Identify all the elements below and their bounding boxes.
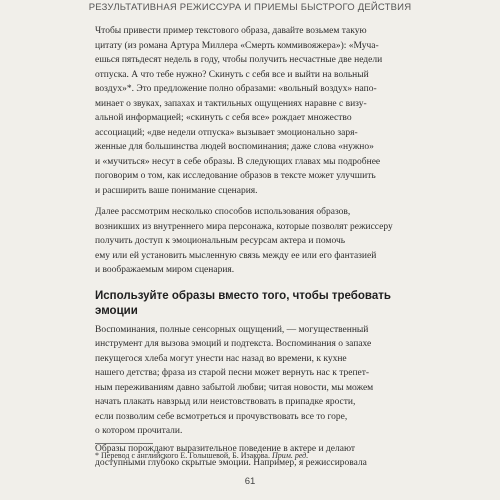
text-line: о котором прочитали. xyxy=(95,426,183,436)
text-line: начать плакать навзрыд или неистовствовать в припадке ярости, xyxy=(95,397,356,407)
text-line: и «мучиться» несут в себе образы. В следующих главах мы подробнее xyxy=(95,156,381,167)
text-line: получить доступ к эмоциональным ресурсам актера и помочь xyxy=(95,236,346,246)
text-line: возникших из внутреннего мира персонажа, которые позволят режиссеру xyxy=(95,221,393,232)
page-number: 61 xyxy=(244,476,256,487)
heading-line: эмоции xyxy=(95,304,138,317)
text-line: ассоциаций; «две недели отпуска» вызывает эмоционально заря- xyxy=(95,127,358,138)
footnote-text: * Перевод с английского Е. Голышевой, Б. Изакова. xyxy=(95,451,270,460)
text-line: Далее рассмотрим несколько способов использования образов, xyxy=(95,207,351,217)
text-line: отпуска. А что тебе нужно? Скинуть с себя все и выйти на вольный xyxy=(95,69,369,80)
text-line: если позволим себе всмотреться и прочувствовать все то горе, xyxy=(95,411,348,422)
text-line: нашего детства; фраза из старой песни может вернуть нас к трепет- xyxy=(95,368,370,378)
paragraph-2 xyxy=(95,205,408,278)
text-line: минает о звуках, запахах и тактильных ощущениях наравне с визу- xyxy=(95,98,367,109)
text-line: и расширить ваше понимание сценария. xyxy=(95,185,258,196)
text-line: Чтобы привести пример текстового образа, давайте возьмем такую xyxy=(95,26,367,36)
paragraph-3 xyxy=(95,323,408,439)
footnote-editor-note: Прим. ред. xyxy=(271,451,309,460)
text-line: Воспоминания, полные сенсорных ощущений, — могущественный xyxy=(95,324,369,335)
text-line: ным переживаниям давно забытой любви; читая новости, мы можем xyxy=(95,382,374,393)
footnote-rule xyxy=(95,443,153,444)
text-line: альной информацией; «скинуть с себя все» рождает множество xyxy=(95,113,352,123)
text-line: Образы порождают выразительное поведение в актере и делают xyxy=(95,443,356,454)
text-line: доступными глубоко скрытые эмоции. Например, я режиссировала xyxy=(95,458,367,468)
text-line: пекущегося хлеба могут унести нас назад во времени, к кухне xyxy=(95,353,347,364)
paragraph-1 xyxy=(95,24,408,198)
text-line: ему или ей установить мысленную связь между ее или его фантазией xyxy=(95,250,377,261)
running-header: РЕЗУЛЬТАТИВНАЯ РЕЖИССУРА И ПРИЕМЫ БЫСТРОГО ДЕЙСТВИЯ xyxy=(88,2,412,13)
text-line: женные для большинства людей воспоминания; даже слова «нужно» xyxy=(95,142,374,152)
heading-line: Используйте образы вместо того, чтобы требовать xyxy=(95,289,391,302)
text-line: ешься пятьдесят недель в году, чтобы получить несчастные две недели xyxy=(95,55,383,65)
section-heading xyxy=(95,289,408,319)
page-body xyxy=(95,24,408,471)
text-line: и воображаемым миром сценария. xyxy=(95,265,235,275)
text-line: поговорим о том, как исследование образов в тексте может улучшить xyxy=(95,171,376,181)
text-line: инструмент для вызова эмоций и подтекста. Воспоминания о запахе xyxy=(95,339,372,349)
text-line: цитату (из романа Артура Миллера «Смерть коммивояжера»): «Муча- xyxy=(95,40,379,51)
footnote xyxy=(95,450,408,461)
text-line: воздух»*. Это предложение полно образами: «вольный воздух» напо- xyxy=(95,84,377,94)
